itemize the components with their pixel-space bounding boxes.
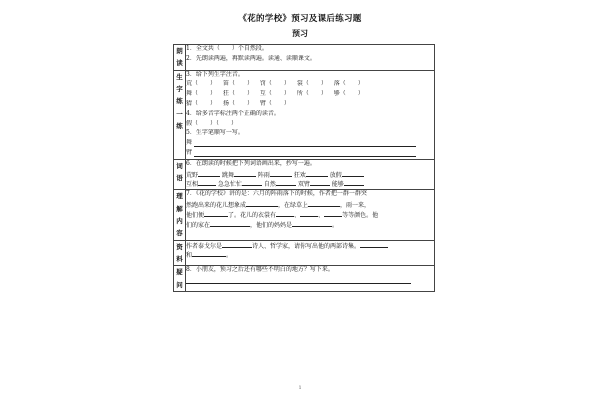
fill-blank[interactable]: [276, 210, 294, 217]
category-words: 词语: [174, 159, 186, 189]
copy-blank[interactable]: [242, 179, 262, 186]
pinyin-item: 够（ ）: [333, 90, 364, 98]
page-title: 《花的学校》预习及课后练习题: [238, 14, 362, 24]
stroke-char-bi: 臂: [186, 149, 193, 157]
fill-blank[interactable]: [292, 220, 332, 227]
question-7-line-2: [186, 200, 434, 210]
fill-blank[interactable]: [192, 250, 226, 257]
text-fragment: ，他们的妈妈是: [250, 221, 293, 229]
text-fragment: 们的家在: [186, 221, 211, 229]
word-item: 能够: [331, 181, 344, 189]
fill-blank[interactable]: [246, 200, 278, 207]
pinyin-item: 笛（ ）: [222, 80, 253, 88]
fill-blank[interactable]: [308, 200, 340, 207]
materials-line-1: [186, 241, 434, 251]
category-characters: 生字练一练: [174, 70, 186, 159]
fill-blank[interactable]: [360, 241, 388, 248]
text-fragment: 他们便: [186, 211, 205, 219]
worksheet-table: [173, 44, 435, 292]
question-4: 4．给多音字标注两个正确的读音。: [186, 109, 280, 117]
row-reading: [174, 45, 435, 71]
pinyin-item: 罚（ ）: [259, 80, 290, 88]
question-8: 8．小朋友，预习之后还有哪些不明白的地方？写下来。: [186, 266, 334, 274]
pinyin-item: 扬（ ）: [222, 100, 253, 108]
question-7-line-4: [186, 220, 434, 230]
category-questions: 疑问: [174, 266, 186, 292]
section-title: 预习: [292, 28, 308, 38]
category-reading: 朗读: [174, 45, 186, 71]
page-number: 1: [298, 386, 302, 391]
fill-blank[interactable]: [324, 210, 342, 217]
category-comprehension: 理解内容: [174, 190, 186, 240]
text-fragment: 然跑出来的花儿想象成: [186, 202, 247, 210]
text-fragment: 。: [226, 252, 233, 260]
word-item: 跳舞: [221, 171, 234, 179]
row-materials: [174, 240, 435, 266]
question-7-line-3: 他们便 了。花儿的衣裳有 、 、 等等颜色。他: [186, 211, 379, 219]
text-fragment: 和: [186, 252, 193, 260]
copy-blank[interactable]: [198, 179, 216, 186]
answer-line: [186, 276, 434, 286]
word-item: 阵雨: [257, 171, 270, 179]
pinyin-item: 裳（ ）: [296, 80, 327, 88]
pinyin-row-2: [186, 90, 434, 100]
stroke-char-wu: 舞: [186, 139, 193, 147]
row-questions: [174, 266, 435, 292]
question-6: 6．在朗读的时候把下列词语画出来，抄写一遍。: [186, 159, 316, 167]
pinyin-row-1: [186, 80, 434, 90]
word-item: 狂欢: [293, 171, 306, 179]
question-3: 3．给下列生字注音。: [186, 70, 244, 78]
text-fragment: ，在绿草上: [278, 202, 309, 210]
pinyin-item: 所（ ）: [296, 90, 327, 98]
answer-writing-line[interactable]: [186, 276, 411, 284]
category-materials: 资料: [174, 240, 186, 266]
word-row-2: [186, 179, 434, 189]
word-item: 双臂: [297, 181, 310, 189]
text-fragment: 等等颜色。他: [342, 211, 379, 219]
pinyin-item: 猜（ ）: [186, 100, 217, 108]
stroke-line-wu: [186, 139, 434, 149]
copy-blank[interactable]: [276, 179, 296, 186]
pinyin-item: 狂（ ）: [222, 90, 253, 98]
materials-line-2: [186, 250, 434, 260]
text-fragment: ，雨一来，: [340, 202, 371, 210]
row-characters: [174, 70, 435, 159]
copy-blank[interactable]: [344, 179, 364, 186]
fill-blank[interactable]: [222, 241, 252, 248]
copy-blank[interactable]: [342, 170, 364, 177]
text-fragment: 作者泰戈尔是: [186, 242, 223, 250]
row-comprehension: [174, 190, 435, 240]
stroke-line-bi: [186, 149, 434, 159]
fill-blank[interactable]: [204, 210, 228, 217]
stroke-writing-line[interactable]: [194, 139, 416, 147]
pinyin-item: 臂（ ）: [259, 100, 290, 108]
polyphone-jia: 假（ ）（ ）: [186, 119, 238, 127]
pinyin-row-3: [186, 100, 434, 110]
question-2: 2．先朗读两遍，再默读两遍。读通、读顺课文。: [186, 54, 316, 62]
pinyin-item: 荒（ ）: [186, 80, 217, 88]
word-item: 自然: [263, 181, 276, 189]
question-7-line-1: 7．《花的学校》讲的是：六月的阵雨落下的时候，作者把一群一群突: [186, 190, 367, 198]
copy-blank[interactable]: [270, 170, 292, 177]
question-5: 5．生字笔顺写一写。: [186, 129, 244, 137]
copy-blank[interactable]: [306, 170, 328, 177]
text-fragment: 。: [332, 221, 339, 229]
fill-blank[interactable]: [210, 220, 250, 227]
word-item: 急急忙忙: [217, 181, 242, 189]
copy-blank[interactable]: [234, 170, 256, 177]
copy-blank[interactable]: [310, 179, 330, 186]
text-fragment: 了。花儿的衣裳有: [228, 211, 277, 219]
stroke-writing-line[interactable]: [194, 149, 416, 157]
copy-blank[interactable]: [198, 170, 220, 177]
word-row-1: [186, 170, 434, 180]
text-fragment: 诗人、哲学家，请你写出他的两部诗集。: [252, 242, 361, 250]
pinyin-item: 互（ ）: [259, 90, 290, 98]
word-item: 互相: [186, 181, 199, 189]
word-item: 放假: [329, 171, 342, 179]
word-item: 荒野: [186, 171, 199, 179]
row-words: [174, 159, 435, 189]
question-1: 1．全文共（ ）个自然段。: [186, 45, 268, 52]
pinyin-item: 落（ ）: [333, 80, 364, 88]
fill-blank[interactable]: [300, 210, 318, 217]
pinyin-item: 舞（ ）: [186, 90, 217, 98]
